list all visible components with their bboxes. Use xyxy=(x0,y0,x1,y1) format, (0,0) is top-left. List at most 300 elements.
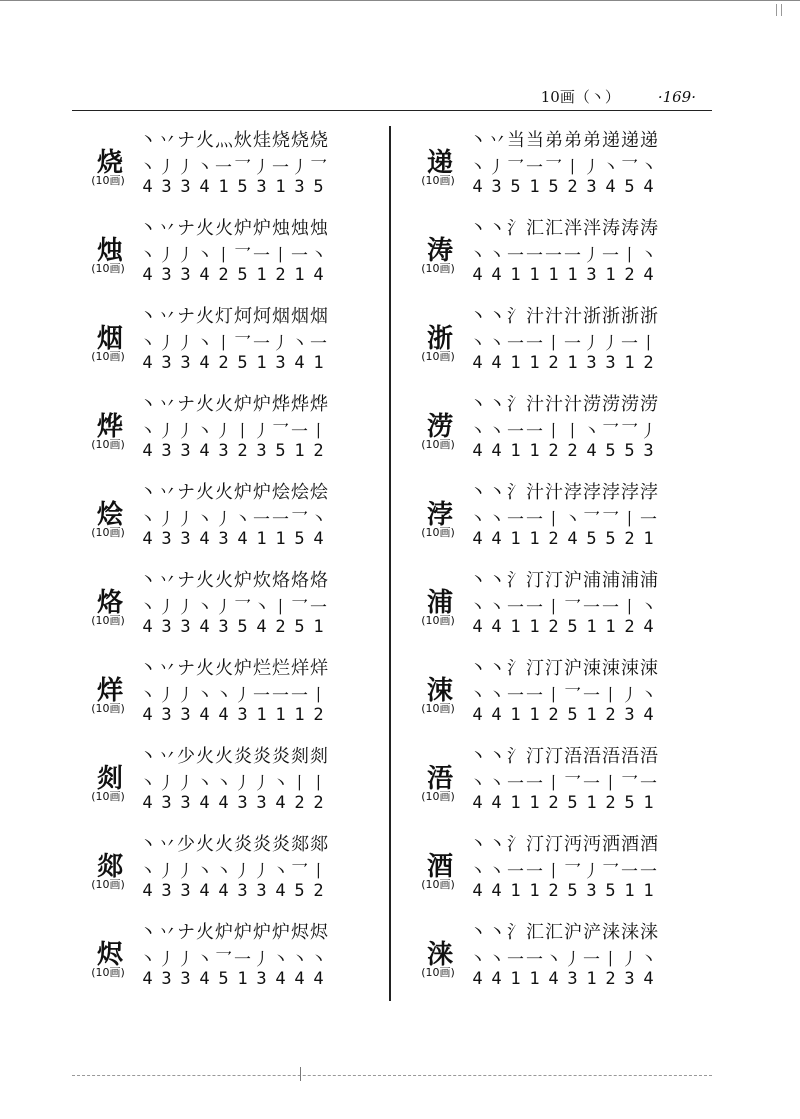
stroke-shape: 一 xyxy=(507,246,524,266)
stroke-order-step: 炎 xyxy=(272,834,289,855)
stroke-code: 4 xyxy=(472,793,483,813)
stroke-shape: 丶 xyxy=(196,246,213,266)
stroke-code: 1 xyxy=(529,529,540,549)
stroke-shape: 乛 xyxy=(234,598,251,618)
header-rule xyxy=(72,110,712,111)
entry-character: 涝 xyxy=(426,412,453,442)
stroke-order-step: 丷 xyxy=(158,218,175,239)
stroke-code: 3 xyxy=(180,881,191,901)
stroke-code: 2 xyxy=(548,705,559,725)
stroke-order-step: 浯 xyxy=(621,746,638,767)
stroke-code: 3 xyxy=(180,617,191,637)
stroke-code: 4 xyxy=(643,177,654,197)
stroke-code: 4 xyxy=(472,529,483,549)
stroke-shape: 丶 xyxy=(196,334,213,354)
stroke-shape: 丨 xyxy=(215,334,232,354)
stroke-order-step: 递 xyxy=(640,130,657,151)
stroke-shape: 一 xyxy=(253,510,270,530)
stroke-order-step: 涑 xyxy=(602,658,619,679)
stroke-order-step: 递 xyxy=(621,130,638,151)
stroke-code: 5 xyxy=(294,617,305,637)
stroke-shape: 丿 xyxy=(253,862,270,882)
entry-character: 浯 xyxy=(426,764,453,794)
stroke-order-step: 炉 xyxy=(272,922,289,943)
stroke-order-step: 炊 xyxy=(253,570,270,591)
stroke-shape: 丶 xyxy=(196,510,213,530)
stroke-shape: 丶 xyxy=(640,158,657,178)
stroke-code: 1 xyxy=(529,969,540,989)
stroke-shape: 丿 xyxy=(583,862,600,882)
stroke-code: 1 xyxy=(529,177,540,197)
stroke-order-step: 烧 xyxy=(310,130,327,151)
stroke-code: 4 xyxy=(313,265,324,285)
stroke-order-step: 汇 xyxy=(545,218,562,239)
character-entry xyxy=(76,120,376,208)
stroke-shapes-row xyxy=(468,241,658,266)
stroke-order-step: 烓 xyxy=(253,130,270,151)
stroke-order-step: 当 xyxy=(526,130,543,151)
stroke-order-step: 火 xyxy=(196,306,213,327)
stroke-order-step: 汀 xyxy=(545,658,562,679)
stroke-shape: 一 xyxy=(291,246,308,266)
stroke-code: 1 xyxy=(586,969,597,989)
stroke-order-step: 烂 xyxy=(253,658,270,679)
stroke-code: 5 xyxy=(567,793,578,813)
stroke-shape: 丿 xyxy=(215,510,232,530)
stroke-order-step: 丶 xyxy=(469,130,486,151)
stroke-code: 3 xyxy=(586,353,597,373)
character-entry xyxy=(76,384,376,472)
stroke-order-step: 烂 xyxy=(272,658,289,679)
stroke-order-step: 氵 xyxy=(507,570,524,591)
stroke-order-step: ナ xyxy=(177,482,194,503)
stroke-shape: 丿 xyxy=(234,774,251,794)
stroke-shape: 丨 xyxy=(215,246,232,266)
stroke-order-step: 汁 xyxy=(526,394,543,415)
stroke-order-sequence xyxy=(138,214,328,240)
stroke-shape: 丨 xyxy=(564,422,581,442)
stroke-code: 4 xyxy=(142,441,153,461)
stroke-order-step: 汁 xyxy=(545,394,562,415)
character-entry xyxy=(406,824,706,912)
stroke-code: 4 xyxy=(605,177,616,197)
stroke-order-step: 丷 xyxy=(158,922,175,943)
top-edge-line xyxy=(0,0,800,1)
stroke-code: 5 xyxy=(624,441,635,461)
stroke-code: 4 xyxy=(199,793,210,813)
character-entry xyxy=(76,736,376,824)
stroke-code: 5 xyxy=(586,529,597,549)
stroke-shape: 乛 xyxy=(564,598,581,618)
stroke-order-sequence xyxy=(468,742,658,768)
stroke-shape: 丶 xyxy=(139,158,156,178)
stroke-shape: 一 xyxy=(526,334,543,354)
stroke-order-step: 炉 xyxy=(253,482,270,503)
stroke-order-step: 丷 xyxy=(158,570,175,591)
stroke-code: 5 xyxy=(218,969,229,989)
stroke-shape: 一 xyxy=(215,158,232,178)
stroke-shape: 丶 xyxy=(310,246,327,266)
stroke-shape: 丶 xyxy=(469,598,486,618)
stroke-shape: 一 xyxy=(507,862,524,882)
stroke-shape: 一 xyxy=(526,510,543,530)
stroke-code: 4 xyxy=(275,881,286,901)
stroke-code: 1 xyxy=(529,441,540,461)
stroke-code: 2 xyxy=(275,265,286,285)
stroke-shape: 丶 xyxy=(139,334,156,354)
stroke-order-step: 丷 xyxy=(488,130,505,151)
stroke-code: 1 xyxy=(605,265,616,285)
stroke-code: 4 xyxy=(275,969,286,989)
stroke-code: 3 xyxy=(491,177,502,197)
stroke-shape: 一 xyxy=(526,246,543,266)
stroke-code: 4 xyxy=(313,969,324,989)
stroke-shape: 乛 xyxy=(234,334,251,354)
stroke-order-step: 丶 xyxy=(469,394,486,415)
stroke-code: 3 xyxy=(180,353,191,373)
stroke-shape: 一 xyxy=(545,246,562,266)
stroke-code: 1 xyxy=(586,705,597,725)
stroke-code: 2 xyxy=(313,705,324,725)
stroke-shape: 丿 xyxy=(621,950,638,970)
stroke-code: 1 xyxy=(510,441,521,461)
stroke-code: 3 xyxy=(605,353,616,373)
stroke-shape: 丨 xyxy=(310,862,327,882)
stroke-shape: 丶 xyxy=(139,598,156,618)
stroke-shape: 丿 xyxy=(583,158,600,178)
stroke-order-step: 汀 xyxy=(545,746,562,767)
character-entry xyxy=(76,560,376,648)
stroke-code: 1 xyxy=(294,441,305,461)
stroke-shape: 丿 xyxy=(215,422,232,442)
character-entry xyxy=(406,472,706,560)
character-entry xyxy=(406,296,706,384)
stroke-order-step: 丷 xyxy=(158,658,175,679)
stroke-order-step: 火 xyxy=(196,482,213,503)
stroke-shape: 丶 xyxy=(272,774,289,794)
stroke-code: 3 xyxy=(218,441,229,461)
stroke-order-step: 烙 xyxy=(272,570,289,591)
stroke-code: 3 xyxy=(256,969,267,989)
stroke-order-step: ナ xyxy=(177,218,194,239)
stroke-shape: 一 xyxy=(602,246,619,266)
stroke-order-step: 丷 xyxy=(158,482,175,503)
stroke-code: 5 xyxy=(313,177,324,197)
entry-character: 郯 xyxy=(96,852,123,882)
stroke-shape: 一 xyxy=(526,774,543,794)
stroke-shape: 一 xyxy=(253,246,270,266)
stroke-shape: 丿 xyxy=(177,862,194,882)
stroke-code: 3 xyxy=(161,529,172,549)
stroke-code: 1 xyxy=(510,617,521,637)
stroke-shape: 乛 xyxy=(234,158,251,178)
stroke-shape: 丿 xyxy=(158,334,175,354)
stroke-shape: 丿 xyxy=(488,158,505,178)
stroke-shape: 丿 xyxy=(602,334,619,354)
stroke-order-step: 丶 xyxy=(488,218,505,239)
stroke-code-row xyxy=(138,529,328,549)
stroke-code: 4 xyxy=(491,617,502,637)
entry-character: 烩 xyxy=(96,500,123,530)
stroke-order-step: 烟 xyxy=(272,306,289,327)
stroke-order-step: 汁 xyxy=(526,482,543,503)
stroke-order-step: 火 xyxy=(196,922,213,943)
stroke-code: 1 xyxy=(256,265,267,285)
stroke-code: 1 xyxy=(237,969,248,989)
stroke-order-step: 烧 xyxy=(272,130,289,151)
stroke-shape: 丶 xyxy=(640,950,657,970)
stroke-shapes-row xyxy=(138,153,328,178)
stroke-shape: 乛 xyxy=(602,862,619,882)
stroke-shape: 乛 xyxy=(215,950,232,970)
stroke-code: 1 xyxy=(586,617,597,637)
stroke-order-step: 丶 xyxy=(139,834,156,855)
stroke-shape: 丶 xyxy=(564,510,581,530)
stroke-order-step: 炉 xyxy=(253,394,270,415)
stroke-code: 1 xyxy=(586,793,597,813)
stroke-code: 3 xyxy=(218,529,229,549)
stroke-order-sequence xyxy=(138,478,328,504)
stroke-order-step: 炎 xyxy=(253,746,270,767)
stroke-shape: 丿 xyxy=(234,686,251,706)
stroke-shape: 乛 xyxy=(564,774,581,794)
stroke-order-step: 泮 xyxy=(564,218,581,239)
stroke-shape: 丶 xyxy=(196,950,213,970)
stroke-code-row xyxy=(468,265,658,285)
stroke-shape: 丶 xyxy=(469,246,486,266)
stroke-code: 1 xyxy=(529,881,540,901)
stroke-shape: 丶 xyxy=(139,774,156,794)
stroke-order-step: 涞 xyxy=(621,922,638,943)
stroke-code-row xyxy=(468,969,658,989)
stroke-code-row xyxy=(468,705,658,725)
page-header xyxy=(541,86,696,107)
stroke-order-step: 涑 xyxy=(621,658,638,679)
stroke-code: 1 xyxy=(256,529,267,549)
stroke-code: 4 xyxy=(142,705,153,725)
stroke-shape: 丶 xyxy=(488,686,505,706)
stroke-shape: 乛 xyxy=(564,686,581,706)
stroke-order-step: 少 xyxy=(177,834,194,855)
stroke-code: 2 xyxy=(218,265,229,285)
stroke-order-step: 酒 xyxy=(640,834,657,855)
stroke-shape: 丨 xyxy=(545,774,562,794)
stroke-order-step: 烛 xyxy=(310,218,327,239)
stroke-shape: 丿 xyxy=(253,422,270,442)
stroke-shape: 一 xyxy=(291,422,308,442)
stroke-code-row xyxy=(468,529,658,549)
stroke-shape: 丿 xyxy=(158,686,175,706)
stroke-shape: 丶 xyxy=(139,950,156,970)
stroke-code: 4 xyxy=(491,881,502,901)
entry-character: 烨 xyxy=(96,412,123,442)
stroke-order-step: 炉 xyxy=(234,394,251,415)
stroke-order-step: 涑 xyxy=(583,658,600,679)
stroke-code: 2 xyxy=(313,441,324,461)
stroke-order-step: 丶 xyxy=(469,658,486,679)
stroke-order-step: 烙 xyxy=(310,570,327,591)
stroke-code: 4 xyxy=(199,441,210,461)
stroke-order-step: 烟 xyxy=(291,306,308,327)
stroke-code: 4 xyxy=(472,617,483,637)
stroke-shape: 丶 xyxy=(272,862,289,882)
stroke-order-step: 火 xyxy=(215,218,232,239)
stroke-code: 4 xyxy=(313,529,324,549)
stroke-shape: 丨 xyxy=(621,510,638,530)
stroke-order-step: 浦 xyxy=(621,570,638,591)
stroke-code: 5 xyxy=(548,177,559,197)
entry-character: 浦 xyxy=(426,588,453,618)
stroke-shape: 乛 xyxy=(583,510,600,530)
character-entry xyxy=(406,912,706,1000)
stroke-order-step: 烨 xyxy=(310,394,327,415)
stroke-code: 3 xyxy=(218,617,229,637)
stroke-shape: 丿 xyxy=(158,246,175,266)
stroke-shape: 一 xyxy=(507,598,524,618)
stroke-code: 2 xyxy=(548,881,559,901)
stroke-order-step: 烬 xyxy=(310,922,327,943)
stroke-shape: 丶 xyxy=(469,510,486,530)
stroke-code-row xyxy=(138,177,328,197)
stroke-shape: 丶 xyxy=(215,862,232,882)
stroke-shape: 丶 xyxy=(291,950,308,970)
stroke-count-note: (10画) xyxy=(91,878,125,891)
stroke-shape: 乛 xyxy=(621,422,638,442)
stroke-code: 3 xyxy=(180,441,191,461)
stroke-code-row xyxy=(138,705,328,725)
stroke-shape: 丿 xyxy=(234,862,251,882)
stroke-code: 1 xyxy=(275,177,286,197)
stroke-order-step: 沔 xyxy=(564,834,581,855)
stroke-count-note: (10画) xyxy=(91,438,125,451)
stroke-order-step: 汀 xyxy=(526,570,543,591)
stroke-code-row xyxy=(138,881,328,901)
stroke-order-step: 浡 xyxy=(621,482,638,503)
stroke-order-step: 丶 xyxy=(139,922,156,943)
stroke-code: 2 xyxy=(548,793,559,813)
stroke-order-step: ナ xyxy=(177,658,194,679)
stroke-count-note: (10画) xyxy=(421,262,455,275)
stroke-order-step: 当 xyxy=(507,130,524,151)
stroke-code: 4 xyxy=(218,793,229,813)
stroke-code: 2 xyxy=(237,441,248,461)
stroke-shape: 丶 xyxy=(640,686,657,706)
stroke-order-step: 丶 xyxy=(488,394,505,415)
stroke-order-step: 汀 xyxy=(526,834,543,855)
stroke-code: 4 xyxy=(199,881,210,901)
entry-character: 烬 xyxy=(96,940,123,970)
stroke-shape: 丿 xyxy=(158,510,175,530)
stroke-code: 3 xyxy=(161,353,172,373)
stroke-code: 4 xyxy=(472,265,483,285)
stroke-code: 3 xyxy=(161,969,172,989)
stroke-order-step: 火 xyxy=(196,130,213,151)
stroke-shape: 丨 xyxy=(545,862,562,882)
stroke-code: 4 xyxy=(199,617,210,637)
stroke-code: 4 xyxy=(142,969,153,989)
stroke-shape: 丶 xyxy=(602,158,619,178)
stroke-shape: 乛 xyxy=(507,158,524,178)
stroke-order-step: 涑 xyxy=(640,658,657,679)
stroke-shape: 一 xyxy=(507,422,524,442)
stroke-order-step: 丷 xyxy=(158,306,175,327)
stroke-order-step: 丶 xyxy=(469,834,486,855)
stroke-order-step: 烩 xyxy=(291,482,308,503)
stroke-order-step: 汁 xyxy=(564,394,581,415)
stroke-shapes-row xyxy=(138,241,328,266)
footer-line xyxy=(72,1075,712,1076)
stroke-code: 4 xyxy=(142,177,153,197)
stroke-shape: 丶 xyxy=(253,598,270,618)
stroke-order-step: 烛 xyxy=(272,218,289,239)
stroke-order-step: 火 xyxy=(196,746,213,767)
stroke-shape: 一 xyxy=(640,774,657,794)
stroke-order-step: 烛 xyxy=(291,218,308,239)
stroke-order-step: 浡 xyxy=(564,482,581,503)
stroke-order-step: 浦 xyxy=(602,570,619,591)
stroke-order-step: 汀 xyxy=(545,570,562,591)
stroke-order-step: 丶 xyxy=(469,482,486,503)
stroke-code: 4 xyxy=(199,265,210,285)
stroke-shape: 丶 xyxy=(196,862,213,882)
stroke-shape: 乛 xyxy=(291,862,308,882)
stroke-order-step: 郯 xyxy=(291,834,308,855)
stroke-code: 4 xyxy=(643,617,654,637)
stroke-shapes-row xyxy=(138,769,328,794)
stroke-code: 3 xyxy=(180,969,191,989)
stroke-shape: 丿 xyxy=(253,950,270,970)
stroke-shape: 丨 xyxy=(310,774,327,794)
stroke-shape: 丶 xyxy=(196,158,213,178)
stroke-order-step: 丶 xyxy=(139,130,156,151)
stroke-order-step: 灬 xyxy=(215,130,232,151)
stroke-order-step: 丶 xyxy=(139,482,156,503)
stroke-order-step: 丶 xyxy=(139,570,156,591)
stroke-code: 1 xyxy=(510,529,521,549)
stroke-order-step: 烊 xyxy=(310,658,327,679)
stroke-shape: 一 xyxy=(583,686,600,706)
stroke-code: 5 xyxy=(567,705,578,725)
stroke-code: 1 xyxy=(529,793,540,813)
stroke-count-note: (10画) xyxy=(421,526,455,539)
stroke-shape: 丶 xyxy=(196,422,213,442)
stroke-code: 3 xyxy=(624,705,635,725)
stroke-shapes-row xyxy=(138,417,328,442)
stroke-code: 2 xyxy=(548,529,559,549)
stroke-shape: 乛 xyxy=(291,510,308,530)
stroke-code: 2 xyxy=(548,617,559,637)
stroke-shapes-row xyxy=(468,505,658,530)
entry-character: 涑 xyxy=(426,676,453,706)
stroke-shapes-row xyxy=(468,417,658,442)
stroke-shape: 乛 xyxy=(272,422,289,442)
stroke-order-step: 氵 xyxy=(507,482,524,503)
stroke-code: 3 xyxy=(180,177,191,197)
stroke-code: 1 xyxy=(624,353,635,373)
stroke-code: 1 xyxy=(256,353,267,373)
stroke-code: 4 xyxy=(199,529,210,549)
character-entry xyxy=(406,208,706,296)
stroke-shape: 一 xyxy=(253,334,270,354)
stroke-code: 5 xyxy=(605,881,616,901)
stroke-shape: 一 xyxy=(621,334,638,354)
stroke-code: 2 xyxy=(624,529,635,549)
stroke-code-row xyxy=(468,793,658,813)
entry-character: 浡 xyxy=(426,500,453,530)
stroke-code: 2 xyxy=(605,705,616,725)
stroke-order-step: 烨 xyxy=(291,394,308,415)
stroke-order-step: ナ xyxy=(177,306,194,327)
